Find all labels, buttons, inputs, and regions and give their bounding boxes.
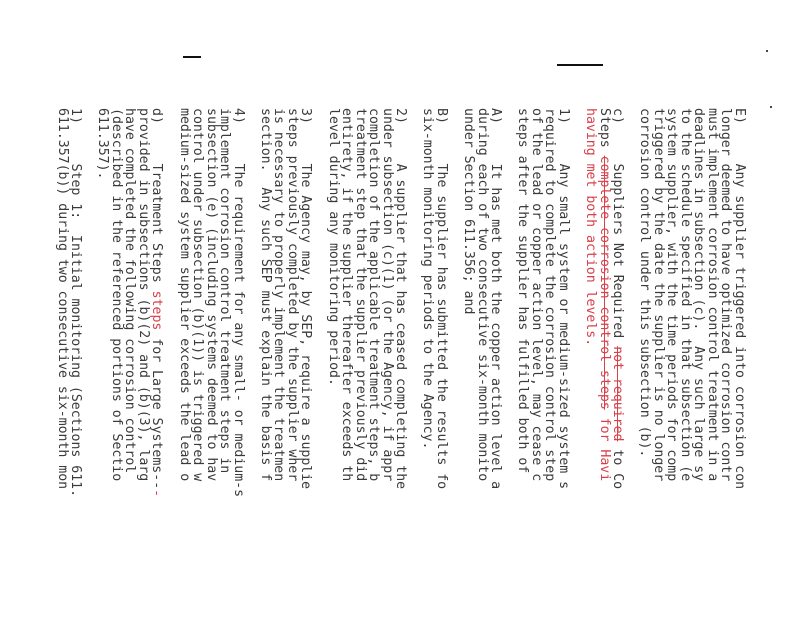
text-line bbox=[177, 108, 191, 628]
text-line bbox=[611, 108, 625, 628]
text-line bbox=[489, 108, 503, 628]
text-run: Steps bbox=[596, 108, 612, 156]
text-run: 2) A supplier that has ceased completing the bbox=[393, 108, 409, 490]
text-line bbox=[705, 108, 719, 628]
text-run: longer deemed to have optimized corrosion contr bbox=[718, 108, 734, 482]
text-line bbox=[340, 108, 354, 628]
text-line bbox=[475, 108, 489, 628]
paragraph-c4 bbox=[177, 108, 245, 628]
paragraph-gap bbox=[163, 108, 177, 628]
text-run: under Section 611.356; and bbox=[461, 108, 477, 315]
text-run bbox=[597, 410, 612, 418]
text-run: six-month monitoring periods to the Agency. bbox=[420, 108, 436, 450]
text-run: 611.357). bbox=[95, 108, 111, 180]
paragraph-gap bbox=[82, 108, 96, 628]
text-run: under subsection (c)(1) (or the Agency, if appr bbox=[379, 108, 395, 482]
text-run: -- bbox=[149, 473, 165, 490]
text-line bbox=[204, 108, 218, 628]
text-line bbox=[380, 108, 394, 628]
text-run: control under subsection (b)(1)) is triggered w bbox=[190, 108, 206, 482]
speck bbox=[766, 50, 768, 52]
rotated-text-block bbox=[54, 108, 747, 628]
paragraph-d bbox=[96, 108, 164, 628]
text-line bbox=[367, 108, 381, 628]
text-run: system supplier, with the time periods for comp bbox=[664, 108, 680, 482]
text-line bbox=[123, 108, 137, 628]
text-line bbox=[638, 108, 652, 628]
text-line bbox=[299, 108, 313, 628]
text-run: 3) The Agency may, by SEP, require a supplie bbox=[298, 108, 314, 490]
paragraph-gap bbox=[245, 108, 259, 628]
text-run: to the schedule specified in that subsection (e bbox=[677, 108, 693, 482]
text-line bbox=[516, 108, 530, 628]
text-run: of the lead or copper action level, may cease c bbox=[528, 108, 544, 482]
text-line bbox=[136, 108, 150, 628]
paragraph-gap bbox=[407, 108, 421, 628]
paragraph-B bbox=[421, 108, 448, 628]
text-line bbox=[529, 108, 543, 628]
text-run: B) The supplier has submitted the results fo bbox=[433, 108, 449, 490]
text-line bbox=[421, 108, 435, 628]
text-line bbox=[353, 108, 367, 628]
margin-mark-right bbox=[557, 64, 603, 66]
deleted-text: not required bbox=[610, 346, 626, 442]
text-line bbox=[719, 108, 733, 628]
text-run: medium-sized system supplier exceeds the lead o bbox=[176, 108, 192, 482]
text-line bbox=[692, 108, 706, 628]
paragraph-gap bbox=[624, 108, 638, 628]
paragraph-d1 bbox=[55, 108, 82, 628]
deleted-text: complete corrosion control steps bbox=[596, 155, 612, 410]
text-run: during each of two consecutive six-month monito bbox=[474, 108, 490, 482]
paragraph-gap bbox=[570, 108, 584, 628]
text-line bbox=[231, 108, 245, 628]
text-run: E) Any supplier triggered into corrosion con bbox=[732, 108, 747, 490]
text-line bbox=[678, 108, 692, 628]
text-run: implement corrosion control treatment steps in bbox=[217, 108, 233, 474]
text-line bbox=[597, 108, 611, 628]
text-run: must implement corrosion control treatment in a bbox=[704, 108, 720, 482]
text-line bbox=[150, 108, 164, 628]
paragraph-gap bbox=[502, 108, 516, 628]
inserted-text: for Havi bbox=[596, 417, 612, 482]
text-line bbox=[285, 108, 299, 628]
inserted-text: having met both action levels. bbox=[582, 108, 598, 347]
text-run: entirety, if the supplier thereafter exceeds th bbox=[339, 108, 355, 482]
text-line bbox=[272, 108, 286, 628]
text-line bbox=[665, 108, 679, 628]
text-run: steps previously completed by the supplier wher bbox=[284, 108, 300, 482]
text-run: A) It has met both the copper action level a bbox=[488, 108, 504, 490]
text-run: d) Treatment Steps bbox=[149, 108, 165, 291]
text-run: deadlines in subsection (c). Any such large sy bbox=[691, 108, 707, 482]
text-line bbox=[556, 108, 570, 628]
text-run: 4) The requirement for any small- or medium-s bbox=[230, 108, 246, 498]
inserted-text: - bbox=[149, 489, 165, 498]
text-run: to Co bbox=[610, 441, 626, 490]
paragraph-gap bbox=[448, 108, 462, 628]
text-line bbox=[434, 108, 448, 628]
text-run: subsection (e) (including systems deemed to hav bbox=[203, 108, 219, 482]
text-line bbox=[651, 108, 665, 628]
text-line bbox=[394, 108, 408, 628]
text-run: have completed the following corrosion control bbox=[122, 108, 138, 474]
paragraph-c1 bbox=[516, 108, 570, 628]
text-run: provided in subsections (b)(2) and (b)(3), larg bbox=[135, 108, 151, 482]
text-run: for Large Systems bbox=[149, 330, 165, 474]
text-line bbox=[732, 108, 746, 628]
paragraph-c3 bbox=[258, 108, 312, 628]
paragraph-E bbox=[638, 108, 746, 628]
text-line bbox=[69, 108, 83, 628]
text-run: required to complete the corrosion control step bbox=[542, 108, 558, 482]
paragraph-gap bbox=[313, 108, 327, 628]
text-line bbox=[583, 108, 597, 628]
text-run: level during any monitoring period. bbox=[325, 108, 341, 386]
text-run: treatment step that the supplier previously did bbox=[352, 108, 368, 482]
text-run: is necessary to properly implement the treatmen bbox=[271, 108, 287, 482]
paragraph-c bbox=[583, 108, 624, 628]
text-run: 1) Any small system or medium-sized system s bbox=[555, 108, 571, 490]
text-line bbox=[462, 108, 476, 628]
text-line bbox=[191, 108, 205, 628]
speck bbox=[770, 106, 772, 108]
text-line bbox=[109, 108, 123, 628]
text-run: corrosion control under this subsection (b). bbox=[637, 108, 653, 458]
text-line bbox=[218, 108, 232, 628]
text-line bbox=[96, 108, 110, 628]
paragraph-c2 bbox=[326, 108, 407, 628]
text-run: c) Suppliers Not Required bbox=[610, 108, 626, 347]
margin-mark-left bbox=[183, 56, 201, 58]
inserted-text: steps bbox=[149, 290, 165, 331]
text-run: 1) Step 1: Initial monitoring (Sections 611. bbox=[68, 108, 84, 498]
text-run: (described in the referenced portions of Sectio bbox=[108, 108, 124, 482]
text-run: 611.357(b)) during two consecutive six-month mon bbox=[54, 108, 70, 490]
text-run: section. Any such SEP must explain the basis f bbox=[257, 108, 273, 482]
text-line bbox=[326, 108, 340, 628]
text-run: steps after the supplier has fulfilled both of bbox=[515, 108, 531, 474]
text-line bbox=[258, 108, 272, 628]
text-run: triggered by the date the supplier is no longer bbox=[650, 108, 666, 482]
text-line bbox=[55, 108, 69, 628]
text-line bbox=[543, 108, 557, 628]
text-run: completion of the applicable treatment steps, b bbox=[366, 108, 382, 482]
paragraph-A bbox=[462, 108, 503, 628]
